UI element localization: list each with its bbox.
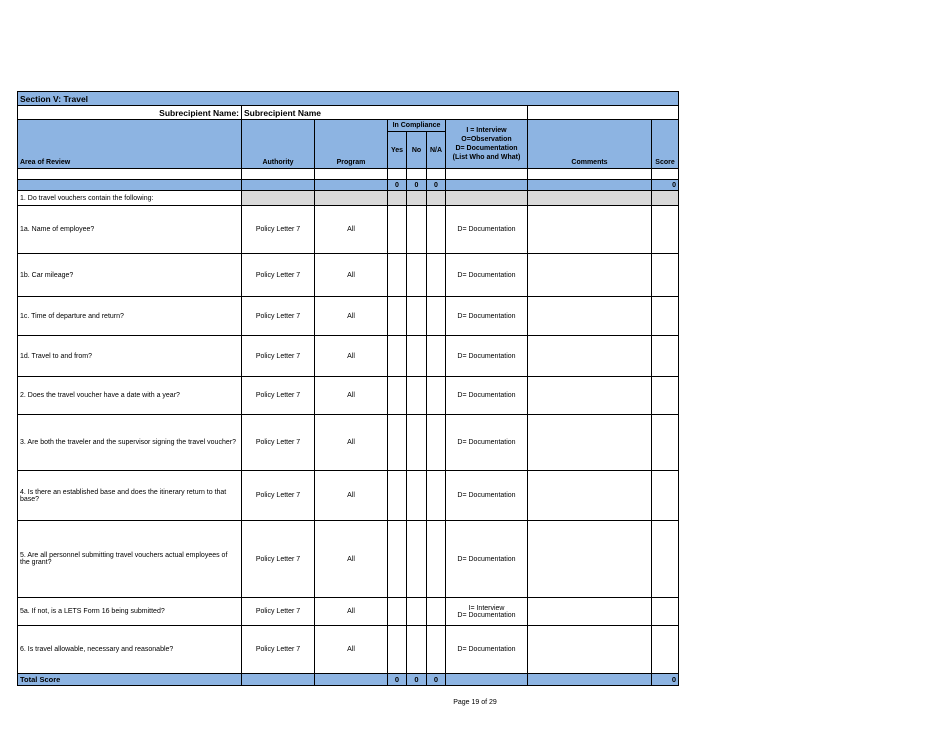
comments-cell[interactable] xyxy=(528,297,652,336)
score-cell[interactable] xyxy=(652,598,679,626)
yes-header: Yes xyxy=(388,132,407,169)
comments-cell[interactable] xyxy=(528,521,652,598)
no-cell[interactable] xyxy=(407,336,427,377)
table-row xyxy=(18,377,679,415)
subrecipient-label: Subrecipient Name: xyxy=(18,106,242,120)
method-cell: I= Interview D= Documentation xyxy=(446,598,528,626)
method-line: (List Who and What) xyxy=(452,154,521,161)
comments-cell[interactable] xyxy=(528,336,652,377)
authority-cell: Policy Letter 7 xyxy=(242,521,315,598)
score-cell[interactable] xyxy=(652,297,679,336)
comments-cell[interactable] xyxy=(528,415,652,471)
review-table xyxy=(17,91,679,686)
header-row-1 xyxy=(18,120,679,132)
summary-row xyxy=(18,180,679,191)
na-cell[interactable] xyxy=(427,521,446,598)
no-cell[interactable] xyxy=(407,206,427,254)
table-row xyxy=(18,471,679,521)
total-label: Total Score xyxy=(18,674,242,686)
no-cell[interactable] xyxy=(407,297,427,336)
authority-cell: Policy Letter 7 xyxy=(242,415,315,471)
comments-cell[interactable] xyxy=(528,206,652,254)
area-cell: 5a. If not, is a LETS Form 16 being submitted? xyxy=(18,598,242,626)
program-cell: All xyxy=(315,471,388,521)
yes-cell[interactable] xyxy=(388,336,407,377)
table-row xyxy=(18,297,679,336)
method-line: D= Documentation xyxy=(455,145,518,152)
subrecipient-row xyxy=(18,106,679,120)
total-no: 0 xyxy=(407,674,427,686)
method-cell: D= Documentation xyxy=(446,626,528,674)
comments-header: Comments xyxy=(528,120,652,169)
area-cell: 1c. Time of departure and return? xyxy=(18,297,242,336)
method-line: I = Interview xyxy=(466,127,507,134)
na-cell[interactable] xyxy=(427,336,446,377)
comments-cell[interactable] xyxy=(528,377,652,415)
yes-cell[interactable] xyxy=(388,521,407,598)
no-cell[interactable] xyxy=(407,254,427,297)
na-cell[interactable] xyxy=(427,598,446,626)
score-header: Score xyxy=(652,120,679,169)
score-cell[interactable] xyxy=(652,336,679,377)
yes-cell[interactable] xyxy=(388,377,407,415)
yes-cell[interactable] xyxy=(388,626,407,674)
authority-cell: Policy Letter 7 xyxy=(242,206,315,254)
table-row xyxy=(18,626,679,674)
yes-cell[interactable] xyxy=(388,598,407,626)
program-cell: All xyxy=(315,206,388,254)
yes-cell[interactable] xyxy=(388,471,407,521)
subrecipient-name[interactable]: Subrecipient Name xyxy=(242,106,528,120)
na-header: N/A xyxy=(427,132,446,169)
comments-cell[interactable] xyxy=(528,626,652,674)
program-cell: All xyxy=(315,521,388,598)
yes-cell[interactable] xyxy=(388,206,407,254)
no-cell[interactable] xyxy=(407,377,427,415)
program-cell: All xyxy=(315,297,388,336)
no-cell[interactable] xyxy=(407,521,427,598)
na-cell[interactable] xyxy=(427,297,446,336)
area-cell: 6. Is travel allowable, necessary and reasonable? xyxy=(18,626,242,674)
program-cell: All xyxy=(315,415,388,471)
section-title-row xyxy=(18,92,679,106)
no-header: No xyxy=(407,132,427,169)
table-row xyxy=(18,336,679,377)
na-cell[interactable] xyxy=(427,471,446,521)
authority-cell: Policy Letter 7 xyxy=(242,471,315,521)
no-cell[interactable] xyxy=(407,471,427,521)
area-cell: 1a. Name of employee? xyxy=(18,206,242,254)
program-cell: All xyxy=(315,377,388,415)
method-cell: D= Documentation xyxy=(446,471,528,521)
na-cell[interactable] xyxy=(427,254,446,297)
program-cell: All xyxy=(315,254,388,297)
na-cell[interactable] xyxy=(427,377,446,415)
table-row xyxy=(18,521,679,598)
method-cell: D= Documentation xyxy=(446,377,528,415)
table-row xyxy=(18,415,679,471)
table-row xyxy=(18,254,679,297)
authority-cell: Policy Letter 7 xyxy=(242,626,315,674)
summary-na: 0 xyxy=(427,180,446,191)
total-na: 0 xyxy=(427,674,446,686)
score-cell[interactable] xyxy=(652,254,679,297)
page-number: Page 19 of 29 xyxy=(453,699,497,706)
na-cell[interactable] xyxy=(427,415,446,471)
method-cell: D= Documentation xyxy=(446,206,528,254)
no-cell[interactable] xyxy=(407,626,427,674)
intro-item: 1. Do travel vouchers contain the following: xyxy=(18,191,242,206)
method-header xyxy=(446,120,528,169)
authority-cell: Policy Letter 7 xyxy=(242,336,315,377)
area-cell: 2. Does the travel voucher have a date with a year? xyxy=(18,377,242,415)
score-cell[interactable] xyxy=(652,415,679,471)
method-cell: D= Documentation xyxy=(446,336,528,377)
score-cell[interactable] xyxy=(652,626,679,674)
authority-cell: Policy Letter 7 xyxy=(242,254,315,297)
score-cell[interactable] xyxy=(652,206,679,254)
score-cell[interactable] xyxy=(652,471,679,521)
in-compliance-header: In Compliance xyxy=(388,120,446,132)
no-cell[interactable] xyxy=(407,598,427,626)
area-cell: 5. Are all personnel submitting travel vouchers actual employees of the grant? xyxy=(18,521,242,598)
summary-no: 0 xyxy=(407,180,427,191)
method-cell: D= Documentation xyxy=(446,254,528,297)
program-cell: All xyxy=(315,626,388,674)
method-cell: D= Documentation xyxy=(446,521,528,598)
authority-header: Authority xyxy=(242,120,315,169)
subrecipient-blank xyxy=(528,106,679,120)
method-cell: D= Documentation xyxy=(446,297,528,336)
program-cell: All xyxy=(315,598,388,626)
program-cell: All xyxy=(315,336,388,377)
yes-cell[interactable] xyxy=(388,254,407,297)
na-cell[interactable] xyxy=(427,626,446,674)
area-cell: 1d. Travel to and from? xyxy=(18,336,242,377)
travel-review-sheet xyxy=(17,91,678,686)
total-yes: 0 xyxy=(388,674,407,686)
summary-yes: 0 xyxy=(388,180,407,191)
yes-cell[interactable] xyxy=(388,415,407,471)
intro-row xyxy=(18,191,679,206)
yes-cell[interactable] xyxy=(388,297,407,336)
na-cell[interactable] xyxy=(427,206,446,254)
score-cell[interactable] xyxy=(652,521,679,598)
authority-cell: Policy Letter 7 xyxy=(242,297,315,336)
section-title: Section V: Travel xyxy=(18,92,679,106)
area-cell: 4. Is there an established base and does the itinerary return to that base? xyxy=(18,471,242,521)
authority-cell: Policy Letter 7 xyxy=(242,598,315,626)
method-line: O=Observation xyxy=(461,136,512,143)
comments-cell[interactable] xyxy=(528,254,652,297)
spacer-row xyxy=(18,169,679,180)
method-cell: D= Documentation xyxy=(446,415,528,471)
comments-cell[interactable] xyxy=(528,471,652,521)
authority-cell: Policy Letter 7 xyxy=(242,377,315,415)
program-header: Program xyxy=(315,120,388,169)
total-score: 0 xyxy=(652,674,679,686)
area-cell: 3. Are both the traveler and the supervisor signing the travel voucher? xyxy=(18,415,242,471)
no-cell[interactable] xyxy=(407,415,427,471)
table-row xyxy=(18,598,679,626)
review-items xyxy=(18,206,679,674)
area-cell: 1b. Car mileage? xyxy=(18,254,242,297)
summary-score: 0 xyxy=(652,180,679,191)
comments-cell[interactable] xyxy=(528,598,652,626)
score-cell[interactable] xyxy=(652,377,679,415)
table-row xyxy=(18,206,679,254)
area-header: Area of Review xyxy=(18,120,242,169)
total-row xyxy=(18,674,679,686)
